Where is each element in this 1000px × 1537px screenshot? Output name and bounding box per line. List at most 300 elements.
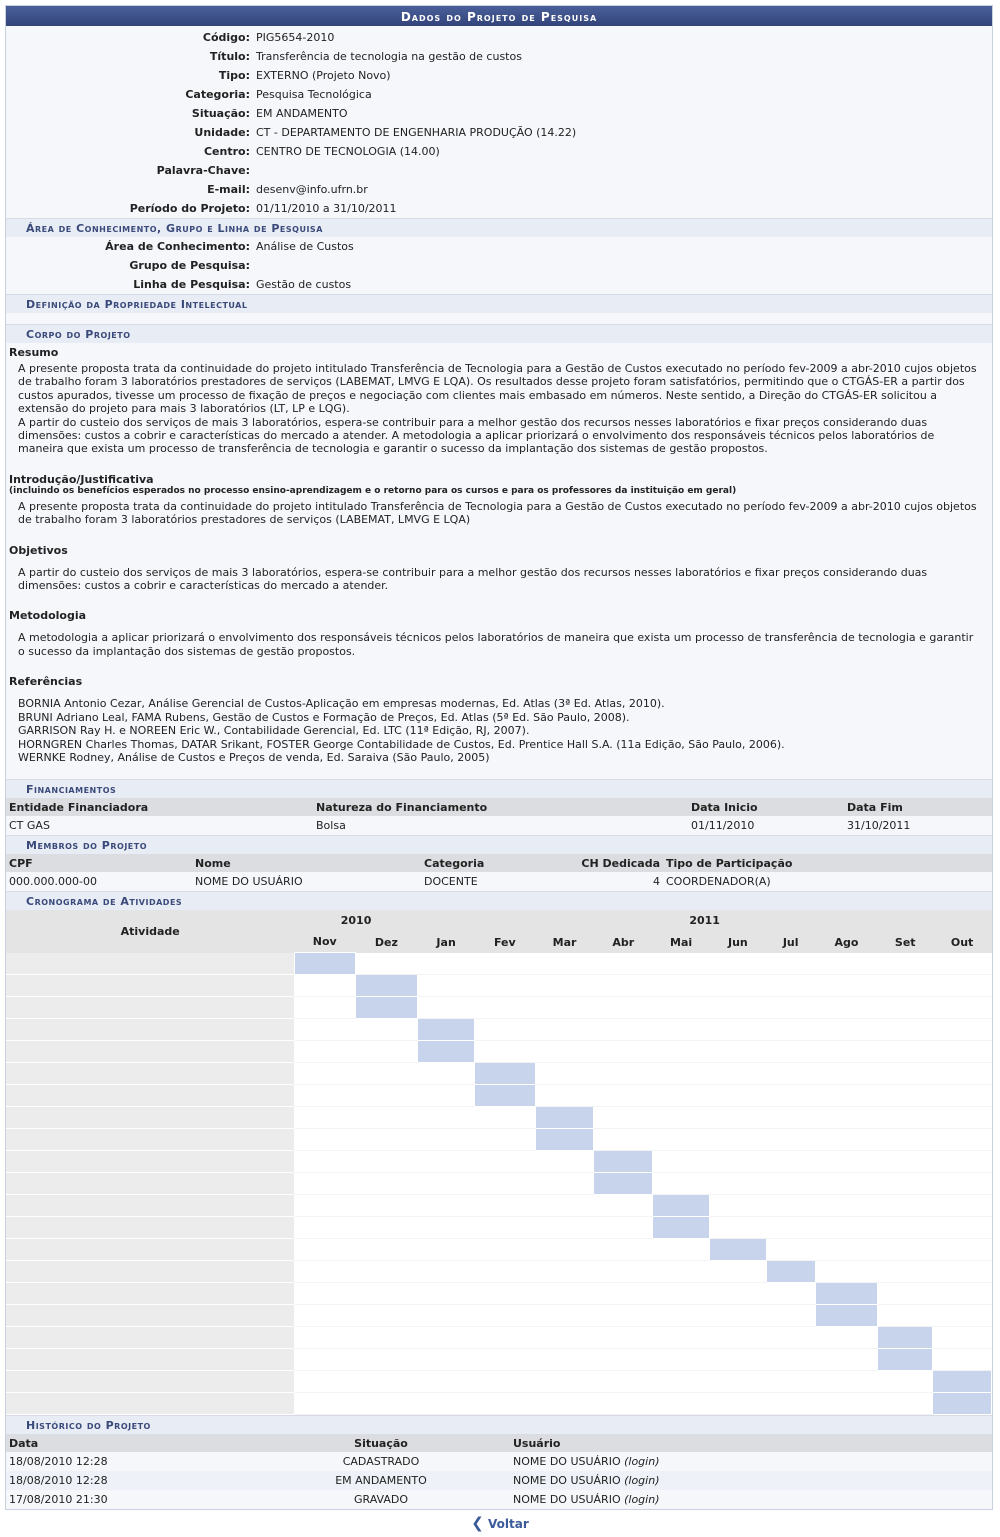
field-value: PIG5654-2010 bbox=[256, 31, 335, 44]
month-cell bbox=[933, 1283, 992, 1305]
financiamentos-table bbox=[6, 798, 992, 835]
month-cell bbox=[766, 1217, 815, 1239]
activity-label bbox=[6, 1393, 294, 1415]
month-cell bbox=[766, 1195, 815, 1217]
login-note: (login) bbox=[624, 1455, 660, 1469]
month-cell bbox=[355, 1107, 418, 1129]
fin-cell: CT GAS bbox=[9, 819, 50, 833]
propriedade-section-header: Definição da Propriedade Intelectual bbox=[6, 294, 992, 313]
objetivos-text: A partir do custeio dos serviços de mais 3 laboratórios, espera-se contribuir para a melhor gestão dos recursos nesses laboratórios e fixar preços considerando duas dimensões: custos a cobrir e características do mercado a atender. bbox=[18, 565, 928, 593]
activity-row bbox=[6, 1151, 992, 1173]
month-cell bbox=[653, 997, 710, 1019]
month-cell bbox=[535, 1151, 594, 1173]
month-cell bbox=[653, 1107, 710, 1129]
hist-cell: 17/08/2010 21:30 bbox=[9, 1493, 108, 1507]
activity-bar bbox=[355, 975, 418, 997]
month-cell bbox=[535, 1063, 594, 1085]
month-cell bbox=[418, 1151, 475, 1173]
month-cell bbox=[535, 1371, 594, 1393]
month-cell bbox=[535, 997, 594, 1019]
hist-header-situacao: Situação bbox=[252, 1434, 510, 1452]
activity-row bbox=[6, 975, 992, 997]
fin-cell: Bolsa bbox=[316, 819, 346, 833]
month-cell bbox=[878, 1239, 933, 1261]
activity-row bbox=[6, 1349, 992, 1371]
month-header: Out bbox=[933, 931, 992, 953]
reference-item: BRUNI Adriano Leal, FAMA Rubens, Gestão de Custos e Formação de Preços, Ed. Atlas (5ª Ed. São Paulo, 2008). bbox=[18, 710, 630, 724]
month-cell bbox=[815, 1239, 878, 1261]
field-label: Situação: bbox=[191, 107, 250, 120]
metodologia-title: Metodologia bbox=[9, 609, 87, 623]
activity-label bbox=[6, 1041, 294, 1063]
month-cell bbox=[535, 1261, 594, 1283]
activity-row bbox=[6, 1107, 992, 1129]
month-cell bbox=[355, 1151, 418, 1173]
activity-bar bbox=[653, 1195, 710, 1217]
month-cell bbox=[653, 1239, 710, 1261]
field-value: 01/11/2010 a 31/10/2011 bbox=[256, 202, 397, 215]
month-cell bbox=[474, 1305, 535, 1327]
month-cell bbox=[710, 1041, 767, 1063]
month-cell bbox=[294, 1173, 355, 1195]
login-note: (login) bbox=[624, 1493, 660, 1507]
month-cell bbox=[766, 1371, 815, 1393]
mem-header-tipo: Tipo de Participação bbox=[663, 854, 992, 872]
activity-row bbox=[6, 953, 992, 975]
month-cell bbox=[355, 1129, 418, 1151]
month-cell bbox=[294, 1063, 355, 1085]
month-cell bbox=[710, 1151, 767, 1173]
month-cell bbox=[933, 975, 992, 997]
month-cell bbox=[594, 1371, 653, 1393]
month-cell bbox=[355, 1371, 418, 1393]
month-cell bbox=[815, 1129, 878, 1151]
month-cell bbox=[355, 1085, 418, 1107]
month-cell bbox=[294, 1349, 355, 1371]
month-cell bbox=[355, 1305, 418, 1327]
month-cell bbox=[815, 1041, 878, 1063]
activity-bar bbox=[710, 1239, 767, 1261]
field-value bbox=[256, 161, 992, 180]
activity-row bbox=[6, 1305, 992, 1327]
activity-label bbox=[6, 1063, 294, 1085]
field-label: Título: bbox=[209, 50, 250, 63]
field-label: Código: bbox=[202, 31, 250, 44]
activity-label bbox=[6, 1107, 294, 1129]
month-cell bbox=[878, 1217, 933, 1239]
field-row bbox=[6, 237, 992, 256]
month-cell bbox=[815, 1371, 878, 1393]
month-cell bbox=[710, 1349, 767, 1371]
field-row bbox=[6, 104, 992, 123]
hist-cell bbox=[510, 1490, 992, 1509]
month-cell bbox=[474, 1261, 535, 1283]
month-cell bbox=[710, 997, 767, 1019]
month-cell bbox=[474, 1173, 535, 1195]
month-cell bbox=[815, 1195, 878, 1217]
month-header: Jun bbox=[710, 931, 767, 953]
month-cell bbox=[294, 1107, 355, 1129]
month-cell bbox=[594, 1239, 653, 1261]
month-cell bbox=[933, 1217, 992, 1239]
activity-label bbox=[6, 1173, 294, 1195]
month-cell bbox=[594, 1327, 653, 1349]
month-cell bbox=[418, 1327, 475, 1349]
activity-row bbox=[6, 1261, 992, 1283]
month-cell bbox=[815, 975, 878, 997]
month-cell bbox=[933, 953, 992, 975]
activity-bar bbox=[766, 1261, 815, 1283]
month-cell bbox=[418, 997, 475, 1019]
month-cell bbox=[653, 1129, 710, 1151]
month-cell bbox=[815, 1063, 878, 1085]
month-cell bbox=[815, 1085, 878, 1107]
month-cell bbox=[710, 1283, 767, 1305]
activity-row bbox=[6, 1041, 992, 1063]
field-label: Linha de Pesquisa: bbox=[133, 278, 250, 291]
month-cell bbox=[933, 1327, 992, 1349]
month-cell bbox=[355, 1239, 418, 1261]
month-cell bbox=[878, 1393, 933, 1415]
month-cell bbox=[766, 997, 815, 1019]
month-cell bbox=[933, 1239, 992, 1261]
activity-header: Atividade bbox=[6, 910, 294, 953]
month-cell bbox=[594, 1063, 653, 1085]
month-cell bbox=[815, 1349, 878, 1371]
month-cell bbox=[653, 1261, 710, 1283]
field-value: EM ANDAMENTO bbox=[256, 107, 348, 120]
month-cell bbox=[535, 1305, 594, 1327]
month-cell bbox=[710, 953, 767, 975]
month-cell bbox=[878, 1151, 933, 1173]
table-row bbox=[6, 1452, 992, 1471]
activity-bar bbox=[418, 1041, 475, 1063]
month-cell bbox=[294, 1217, 355, 1239]
month-cell bbox=[474, 997, 535, 1019]
month-cell bbox=[933, 1173, 992, 1195]
month-cell bbox=[878, 1283, 933, 1305]
back-link[interactable] bbox=[0, 1514, 1000, 1532]
activity-label bbox=[6, 1327, 294, 1349]
intro-title: Introdução/Justificativa bbox=[9, 472, 154, 486]
month-cell bbox=[710, 1063, 767, 1085]
activity-bar bbox=[418, 1019, 475, 1041]
month-cell bbox=[878, 975, 933, 997]
month-cell bbox=[418, 1393, 475, 1415]
month-cell bbox=[594, 1283, 653, 1305]
month-cell bbox=[355, 1019, 418, 1041]
field-label: Período do Projeto: bbox=[129, 202, 250, 215]
activity-bar bbox=[355, 997, 418, 1019]
month-header: Jul bbox=[766, 931, 815, 953]
month-cell bbox=[653, 1019, 710, 1041]
month-cell bbox=[933, 1305, 992, 1327]
month-cell bbox=[933, 1041, 992, 1063]
month-cell bbox=[535, 1173, 594, 1195]
month-cell bbox=[535, 1393, 594, 1415]
month-cell bbox=[594, 1195, 653, 1217]
activity-label bbox=[6, 1195, 294, 1217]
back-label[interactable]: Voltar bbox=[488, 1517, 529, 1531]
activity-label bbox=[6, 1349, 294, 1371]
hist-cell: 18/08/2010 12:28 bbox=[9, 1474, 108, 1488]
hist-cell: GRAVADO bbox=[353, 1493, 409, 1507]
month-cell bbox=[294, 1019, 355, 1041]
month-cell bbox=[766, 1107, 815, 1129]
mem-header-nome: Nome bbox=[192, 854, 421, 872]
month-header: Ago bbox=[815, 931, 878, 953]
field-value: EXTERNO (Projeto Novo) bbox=[256, 69, 391, 82]
activity-label bbox=[6, 1371, 294, 1393]
field-value: Gestão de custos bbox=[256, 278, 352, 291]
table-row bbox=[6, 872, 992, 891]
month-header: Fev bbox=[474, 931, 535, 953]
month-cell bbox=[474, 1019, 535, 1041]
month-cell bbox=[878, 1173, 933, 1195]
month-cell bbox=[355, 1283, 418, 1305]
field-value: Transferência de tecnologia na gestão de custos bbox=[256, 50, 522, 63]
month-cell bbox=[294, 1371, 355, 1393]
field-row bbox=[6, 161, 992, 180]
month-cell bbox=[294, 1305, 355, 1327]
fin-header-fim: Data Fim bbox=[844, 798, 992, 816]
month-cell bbox=[710, 1261, 767, 1283]
activity-label bbox=[6, 1261, 294, 1283]
month-cell bbox=[933, 1085, 992, 1107]
user-name: NOME DO USUÁRIO bbox=[513, 1455, 621, 1469]
activity-row bbox=[6, 1239, 992, 1261]
hist-header-data: Data bbox=[6, 1434, 252, 1452]
activity-label bbox=[6, 1129, 294, 1151]
month-cell bbox=[766, 1327, 815, 1349]
activity-bar bbox=[294, 953, 355, 975]
month-cell bbox=[474, 1239, 535, 1261]
fin-header-natureza: Natureza do Financiamento bbox=[313, 798, 688, 816]
month-cell bbox=[878, 1063, 933, 1085]
month-cell bbox=[710, 1393, 767, 1415]
month-cell bbox=[355, 1261, 418, 1283]
mem-cell: NOME DO USUÁRIO bbox=[195, 875, 303, 889]
project-panel bbox=[5, 5, 993, 1510]
area-section-header: Área de Conhecimento, Grupo e Linha de Pesquisa bbox=[6, 218, 992, 237]
month-cell bbox=[418, 953, 475, 975]
corpo-content bbox=[6, 343, 992, 779]
intro-subtitle: (incluindo os benefícios esperados no processo ensino-aprendizagem e o retorno para os cursos e para os professores da instituição em geral) bbox=[9, 485, 737, 496]
field-row bbox=[6, 275, 992, 294]
month-cell bbox=[766, 1239, 815, 1261]
hist-cell: 18/08/2010 12:28 bbox=[9, 1455, 108, 1469]
field-label: E-mail: bbox=[207, 183, 250, 196]
fin-header-entidade: Entidade Financiadora bbox=[6, 798, 313, 816]
activity-row bbox=[6, 1085, 992, 1107]
month-cell bbox=[418, 1349, 475, 1371]
field-label: Área de Conhecimento: bbox=[105, 240, 250, 253]
month-cell bbox=[878, 1305, 933, 1327]
activity-row bbox=[6, 1217, 992, 1239]
month-cell bbox=[474, 1371, 535, 1393]
month-cell bbox=[474, 1195, 535, 1217]
mem-header-ch: CH Dedicada bbox=[567, 854, 663, 872]
month-cell bbox=[878, 1107, 933, 1129]
month-cell bbox=[535, 1327, 594, 1349]
resumo-paragraph-1: A presente proposta trata da continuidade do projeto intitulado Transferência de Tecnologia para a Gestão de Custos executado no período fev-2009 a abr-2010 cujos objetos de trabalho foram 3 laboratórios prestadores de serviços (LABEMAT, LMVG E LQA). Os resultados desse projeto foram satisfatórios, permitindo que o CTGÁS-ER a partir dos custos apurados, tivesse um processo de fixação de preços e negociação com clientes mais embasado em números. Neste sentido, a Direção do CTGÁS-ER solicitou a extensão do projeto para mais 3 laboratórios (LT, LP e LQG). bbox=[18, 362, 977, 416]
activity-bar bbox=[653, 1217, 710, 1239]
month-cell bbox=[766, 1173, 815, 1195]
login-note: (login) bbox=[624, 1474, 660, 1488]
month-cell bbox=[474, 1151, 535, 1173]
hist-cell bbox=[510, 1452, 992, 1471]
fin-cell: 01/11/2010 bbox=[691, 819, 755, 833]
historico-table bbox=[6, 1434, 992, 1509]
back-arrow-icon: ❮ bbox=[471, 1514, 484, 1532]
mem-cell: 000.000.000-00 bbox=[9, 875, 97, 889]
activity-label bbox=[6, 975, 294, 997]
month-cell bbox=[535, 1283, 594, 1305]
month-cell bbox=[766, 1063, 815, 1085]
month-cell bbox=[294, 1041, 355, 1063]
membros-section-header: Membros do Projeto bbox=[6, 835, 992, 854]
month-cell bbox=[653, 1085, 710, 1107]
field-row bbox=[6, 142, 992, 161]
month-cell bbox=[653, 975, 710, 997]
month-cell bbox=[815, 1393, 878, 1415]
resumo-paragraph-2: A partir do custeio dos serviços de mais 3 laboratórios, espera-se contribuir para a melhor gestão dos recursos nesses laboratórios e fixar preços considerando duas dimensões: custos a cobrir e características do mercado a atender. A metodologia a aplicar priorizará o envolvimento dos responsáveis técnicos pelos laboratórios de maneira que exista um processo de transferência de tecnologia e garantir o sucesso da implantação dos sistemas de gestão propostos. bbox=[18, 415, 935, 456]
corpo-section-header: Corpo do Projeto bbox=[6, 324, 992, 343]
referencias-list bbox=[6, 688, 992, 764]
activity-bar bbox=[535, 1129, 594, 1151]
hist-cell: EM ANDAMENTO bbox=[335, 1474, 427, 1488]
table-row bbox=[6, 1471, 992, 1490]
month-cell bbox=[710, 1173, 767, 1195]
month-cell bbox=[878, 953, 933, 975]
month-header: Jan bbox=[418, 931, 475, 953]
fin-header-inicio: Data Inicio bbox=[688, 798, 844, 816]
hist-cell: CADASTRADO bbox=[342, 1455, 420, 1469]
financiamentos-section-header: Financiamentos bbox=[6, 779, 992, 798]
month-cell bbox=[535, 1239, 594, 1261]
field-value: Análise de Custos bbox=[256, 240, 354, 253]
month-cell bbox=[710, 1019, 767, 1041]
month-cell bbox=[474, 1283, 535, 1305]
month-cell bbox=[653, 953, 710, 975]
month-cell bbox=[594, 953, 653, 975]
month-cell bbox=[878, 1261, 933, 1283]
field-row bbox=[6, 85, 992, 104]
month-cell bbox=[418, 1239, 475, 1261]
month-cell bbox=[815, 1173, 878, 1195]
month-cell bbox=[878, 1371, 933, 1393]
month-cell bbox=[355, 1217, 418, 1239]
activity-row bbox=[6, 1393, 992, 1415]
month-cell bbox=[294, 1283, 355, 1305]
month-cell bbox=[418, 1195, 475, 1217]
field-row bbox=[6, 123, 992, 142]
month-cell bbox=[815, 1327, 878, 1349]
field-value: CENTRO DE TECNOLOGIA (14.00) bbox=[256, 145, 440, 158]
field-row bbox=[6, 256, 992, 275]
month-cell bbox=[294, 1393, 355, 1415]
month-cell bbox=[653, 1063, 710, 1085]
month-cell bbox=[535, 1349, 594, 1371]
intro-text: A presente proposta trata da continuidade do projeto intitulado Transferência de Tecnologia para a Gestão de Custos executado no período fev-2009 a abr-2010 cujos objetos de trabalho foram 3 laboratórios prestadores de serviços (LABEMAT, LMVG E LQA) bbox=[18, 499, 977, 527]
month-cell bbox=[878, 1195, 933, 1217]
month-cell bbox=[933, 997, 992, 1019]
month-cell bbox=[766, 975, 815, 997]
activity-bar bbox=[594, 1151, 653, 1173]
month-cell bbox=[653, 1349, 710, 1371]
month-cell bbox=[535, 1195, 594, 1217]
month-cell bbox=[474, 953, 535, 975]
month-cell bbox=[766, 1041, 815, 1063]
month-cell bbox=[594, 1305, 653, 1327]
month-cell bbox=[933, 1019, 992, 1041]
activity-bar bbox=[815, 1283, 878, 1305]
activity-bar bbox=[474, 1063, 535, 1085]
month-cell bbox=[594, 975, 653, 997]
field-label: Palavra-Chave: bbox=[156, 164, 250, 177]
field-label: Grupo de Pesquisa: bbox=[129, 259, 250, 272]
month-cell bbox=[594, 1019, 653, 1041]
month-cell bbox=[766, 953, 815, 975]
month-cell bbox=[294, 1085, 355, 1107]
activity-bar bbox=[815, 1305, 878, 1327]
month-cell bbox=[418, 1063, 475, 1085]
month-cell bbox=[355, 1173, 418, 1195]
month-cell bbox=[418, 1129, 475, 1151]
month-cell bbox=[418, 1107, 475, 1129]
field-value: CT - DEPARTAMENTO DE ENGENHARIA PRODUÇÃO (14.22) bbox=[256, 126, 577, 139]
user-name: NOME DO USUÁRIO bbox=[513, 1493, 621, 1507]
cronograma-section-header: Cronograma de Atividades bbox=[6, 891, 992, 910]
month-cell bbox=[355, 1195, 418, 1217]
activity-label bbox=[6, 1151, 294, 1173]
month-cell bbox=[294, 1327, 355, 1349]
mem-cell: 4 bbox=[653, 875, 660, 889]
field-value: Pesquisa Tecnológica bbox=[256, 88, 372, 101]
activity-bar bbox=[878, 1349, 933, 1371]
activity-bar bbox=[594, 1173, 653, 1195]
month-cell bbox=[418, 1283, 475, 1305]
field-label: Centro: bbox=[203, 145, 250, 158]
month-header: Mai bbox=[653, 931, 710, 953]
reference-item: GARRISON Ray H. e NOREEN Eric W., Contabilidade Gerencial, Ed. LTC (11ª Edição, RJ, 2007). bbox=[18, 724, 530, 738]
activity-row bbox=[6, 1173, 992, 1195]
referencias-title: Referências bbox=[9, 675, 83, 689]
mem-header-cpf: CPF bbox=[6, 854, 192, 872]
activity-bar bbox=[933, 1371, 992, 1393]
month-cell bbox=[474, 1327, 535, 1349]
month-cell bbox=[355, 1063, 418, 1085]
month-cell bbox=[710, 1217, 767, 1239]
membros-table bbox=[6, 854, 992, 891]
month-cell bbox=[474, 1041, 535, 1063]
table-row bbox=[6, 816, 992, 835]
month-cell bbox=[653, 1173, 710, 1195]
page-title: Dados do Projeto de Pesquisa bbox=[6, 6, 992, 26]
month-cell bbox=[355, 953, 418, 975]
activity-row bbox=[6, 1327, 992, 1349]
month-cell bbox=[294, 1129, 355, 1151]
month-cell bbox=[594, 997, 653, 1019]
month-cell bbox=[535, 1041, 594, 1063]
activity-bar bbox=[933, 1393, 992, 1415]
hist-header-usuario: Usuário bbox=[510, 1434, 992, 1452]
reference-item: HORNGREN Charles Thomas, DATAR Srikant, FOSTER George Contabilidade de Custos, Ed. Prentice Hall S.A. (11a Edição, São Paulo, 2006). bbox=[18, 737, 785, 751]
activity-label bbox=[6, 1085, 294, 1107]
month-cell bbox=[474, 975, 535, 997]
month-cell bbox=[710, 1327, 767, 1349]
month-cell bbox=[594, 1261, 653, 1283]
